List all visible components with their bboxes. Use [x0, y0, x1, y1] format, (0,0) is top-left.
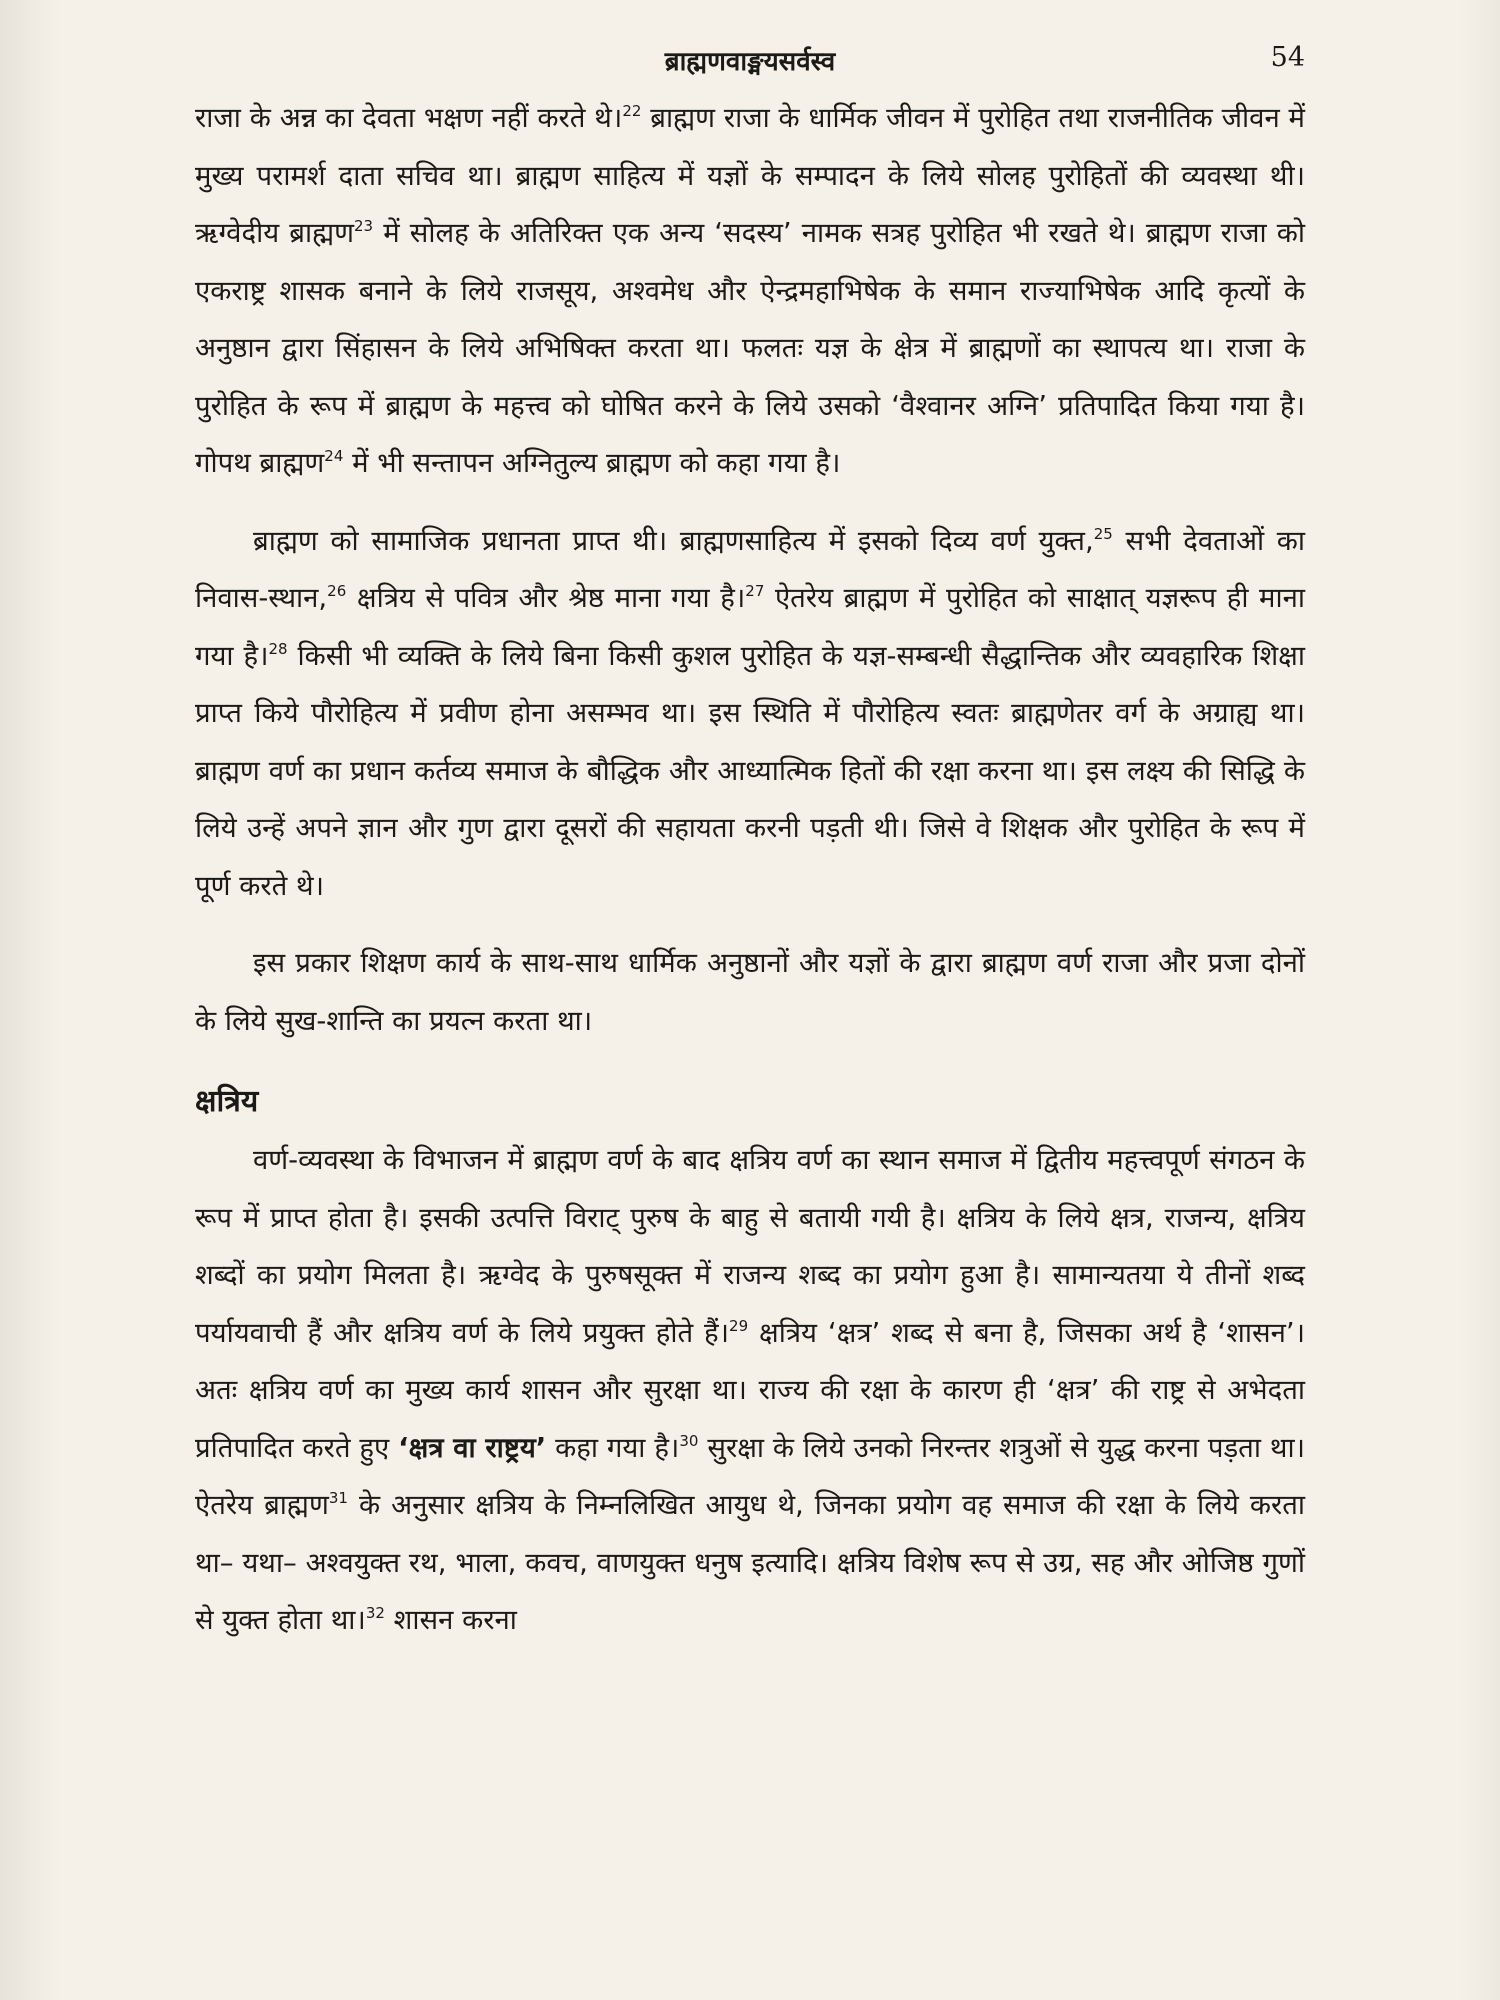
- text-run: वर्ण-व्यवस्था के विभाजन में ब्राह्मण वर्ण के बाद क्षत्रिय वर्ण का स्थान समाज में द्वितीय महत्त्वपूर्ण संगठन के रूप में प्राप्त होता है। इसकी उत्पत्ति विराट् पुरुष के बाहु से बतायी गयी है। क्षत्रिय के लिये क्षत्र, राजन्य, क्षत्रिय शब्दों का प्रयोग मिलता है। ऋग्वेद के पुरुषसूक्त में राजन्य शब्द का प्रयोग हुआ है। सामान्यतया ये तीनों शब्द पर्यायवाची हैं और क्षत्रिय वर्ण के लिये प्रयुक्त होते हैं।: [195, 1144, 1305, 1349]
- footnote-ref-30: 30: [679, 1431, 699, 1450]
- section-heading-kshatriya: क्षत्रिय: [195, 1084, 259, 1119]
- bold-quote: ‘क्षत्र वा राष्ट्रय’: [398, 1431, 547, 1464]
- text-run: इस प्रकार शिक्षण कार्य के साथ-साथ धार्मिक अनुष्ठानों और यज्ञों के द्वारा ब्राह्मण वर्ण राजा और प्रजा दोनों के लिये सुख-शान्ति का प्रयत्न करता था।: [195, 947, 1305, 1037]
- footnote-ref-27: 27: [745, 582, 765, 600]
- text-run: क्षत्रिय से पवित्र और श्रेष्ठ माना गया है।: [346, 582, 746, 614]
- paragraph-spacer: [195, 1050, 1305, 1072]
- page-header: [195, 38, 1305, 78]
- paragraph-spacer: [195, 493, 1305, 513]
- footnote-ref-29: 29: [729, 1316, 749, 1335]
- text-run: किसी भी व्यक्ति के लिये बिना किसी कुशल पुरोहित के यज्ञ-सम्बन्धी सैद्धान्तिक और व्यवहारिक शिक्षा प्राप्त किये पौरोहित्य में प्रवीण होना असम्भव था। इस स्थिति में पौरोहित्य स्वतः ब्राह्मणेतर वर्ग के अग्राह्य था। ब्राह्मण वर्ण का प्रधान कर्तव्य समाज के बौद्धिक और आध्यात्मिक हितों की रक्षा करना था। इस लक्ष्य की सिद्धि के लिये उन्हें अपने ज्ञान और गुण द्वारा दूसरों की सहायता करनी पड़ती थी। जिसे वे शिक्षक और पुरोहित के रूप में पूर्ण करते थे।: [195, 639, 1305, 902]
- footnote-ref-22: 22: [622, 102, 642, 120]
- text-run: राजा के अन्न का देवता भक्षण नहीं करते थे।: [195, 102, 623, 134]
- paragraph-spacer: [195, 915, 1305, 935]
- text-run: ब्राह्मण राजा के धार्मिक जीवन में पुरोहित तथा राजनीतिक जीवन में मुख्य परामर्श दाता सचिव था। ब्राह्मण साहित्य में यज्ञों के सम्पादन के लिये सोलह पुरोहितों की व्यवस्था थी। ऋग्वेदीय ब्राह्मण: [195, 102, 1305, 249]
- footnote-ref-32: 32: [365, 1604, 385, 1622]
- footnote-ref-24: 24: [324, 447, 344, 465]
- footnote-ref-31: 31: [328, 1489, 348, 1507]
- paragraph-brahmana-social: [195, 513, 1305, 916]
- page-number: 54: [1270, 42, 1305, 73]
- running-title: ब्राह्मणवाङ्मयसर्वस्व: [664, 47, 836, 77]
- footnote-ref-26: 26: [327, 582, 347, 600]
- footnote-ref-28: 28: [268, 639, 288, 658]
- text-run: क्षत्रिय ‘क्षत्र’ शब्द से बना है, जिसका अर्थ है ‘शासन’। अतः क्षत्रिय वर्ण का मुख्य कार्य शासन और सुरक्षा था। राज्य की रक्षा के कारण ही ‘क्षत्र’ की राष्ट्र से अभेदता प्रतिपादित करते हुए: [195, 1316, 1305, 1464]
- text-run: ऐतरेय ब्राह्मण में पुरोहित को साक्षात् यज्ञरूप ही माना गया है।: [195, 582, 1305, 672]
- paragraph-brahmana-summary: [195, 935, 1305, 1050]
- text-run: में सोलह के अतिरिक्त एक अन्य ‘सदस्य’ नामक सत्रह पुरोहित भी रखते थे। ब्राह्मण राजा को एकराष्ट्र शासक बनाने के लिये राजसूय, अश्वमेध और ऐन्द्रमहाभिषेक के समान राज्याभिषेक आदि कृत्यों के अनुष्ठान द्वारा सिंहासन के लिये अभिषिक्त करता था। फलतः यज्ञ के क्षेत्र में ब्राह्मणों का स्थापत्य था। राजा के पुरोहित के रूप में ब्राह्मण के महत्त्व को घोषित करने के लिये उसको ‘वैश्वानर अग्नि’ प्रतिपादित किया गया है। गोपथ ब्राह्मण: [195, 217, 1305, 479]
- text-run: सुरक्षा के लिये उनको निरन्तर शत्रुओं से युद्ध करना पड़ता था। ऐतरेय ब्राह्मण: [195, 1431, 1305, 1521]
- paragraph-brahmana-role: [195, 90, 1305, 493]
- text-run: कहा गया है।: [546, 1431, 680, 1464]
- text-run: शासन करना: [384, 1604, 517, 1636]
- text-run: में भी सन्तापन अग्नितुल्य ब्राह्मण को कहा गया है।: [343, 447, 841, 479]
- text-run: सभी देवताओं का निवास-स्थान,: [195, 524, 1305, 614]
- text-run: ब्राह्मण को सामाजिक प्रधानता प्राप्त थी। ब्राह्मणसाहित्य में इसको दिव्य वर्ण युक्त,: [253, 524, 1094, 557]
- page-body: [195, 90, 1305, 1650]
- paragraph-kshatriya: [195, 1132, 1305, 1650]
- text-run: के अनुसार क्षत्रिय के निम्नलिखित आयुध थे, जिनका प्रयोग वह समाज की रक्षा के लिये करता था– यथा– अश्वयुक्त रथ, भाला, कवच, वाणयुक्त धनुष इत्यादि। क्षत्रिय विशेष रूप से उग्र, सह और ओजिष्ठ गुणों से युक्त होता था।: [195, 1489, 1305, 1636]
- footnote-ref-25: 25: [1093, 524, 1113, 543]
- footnote-ref-23: 23: [354, 217, 374, 235]
